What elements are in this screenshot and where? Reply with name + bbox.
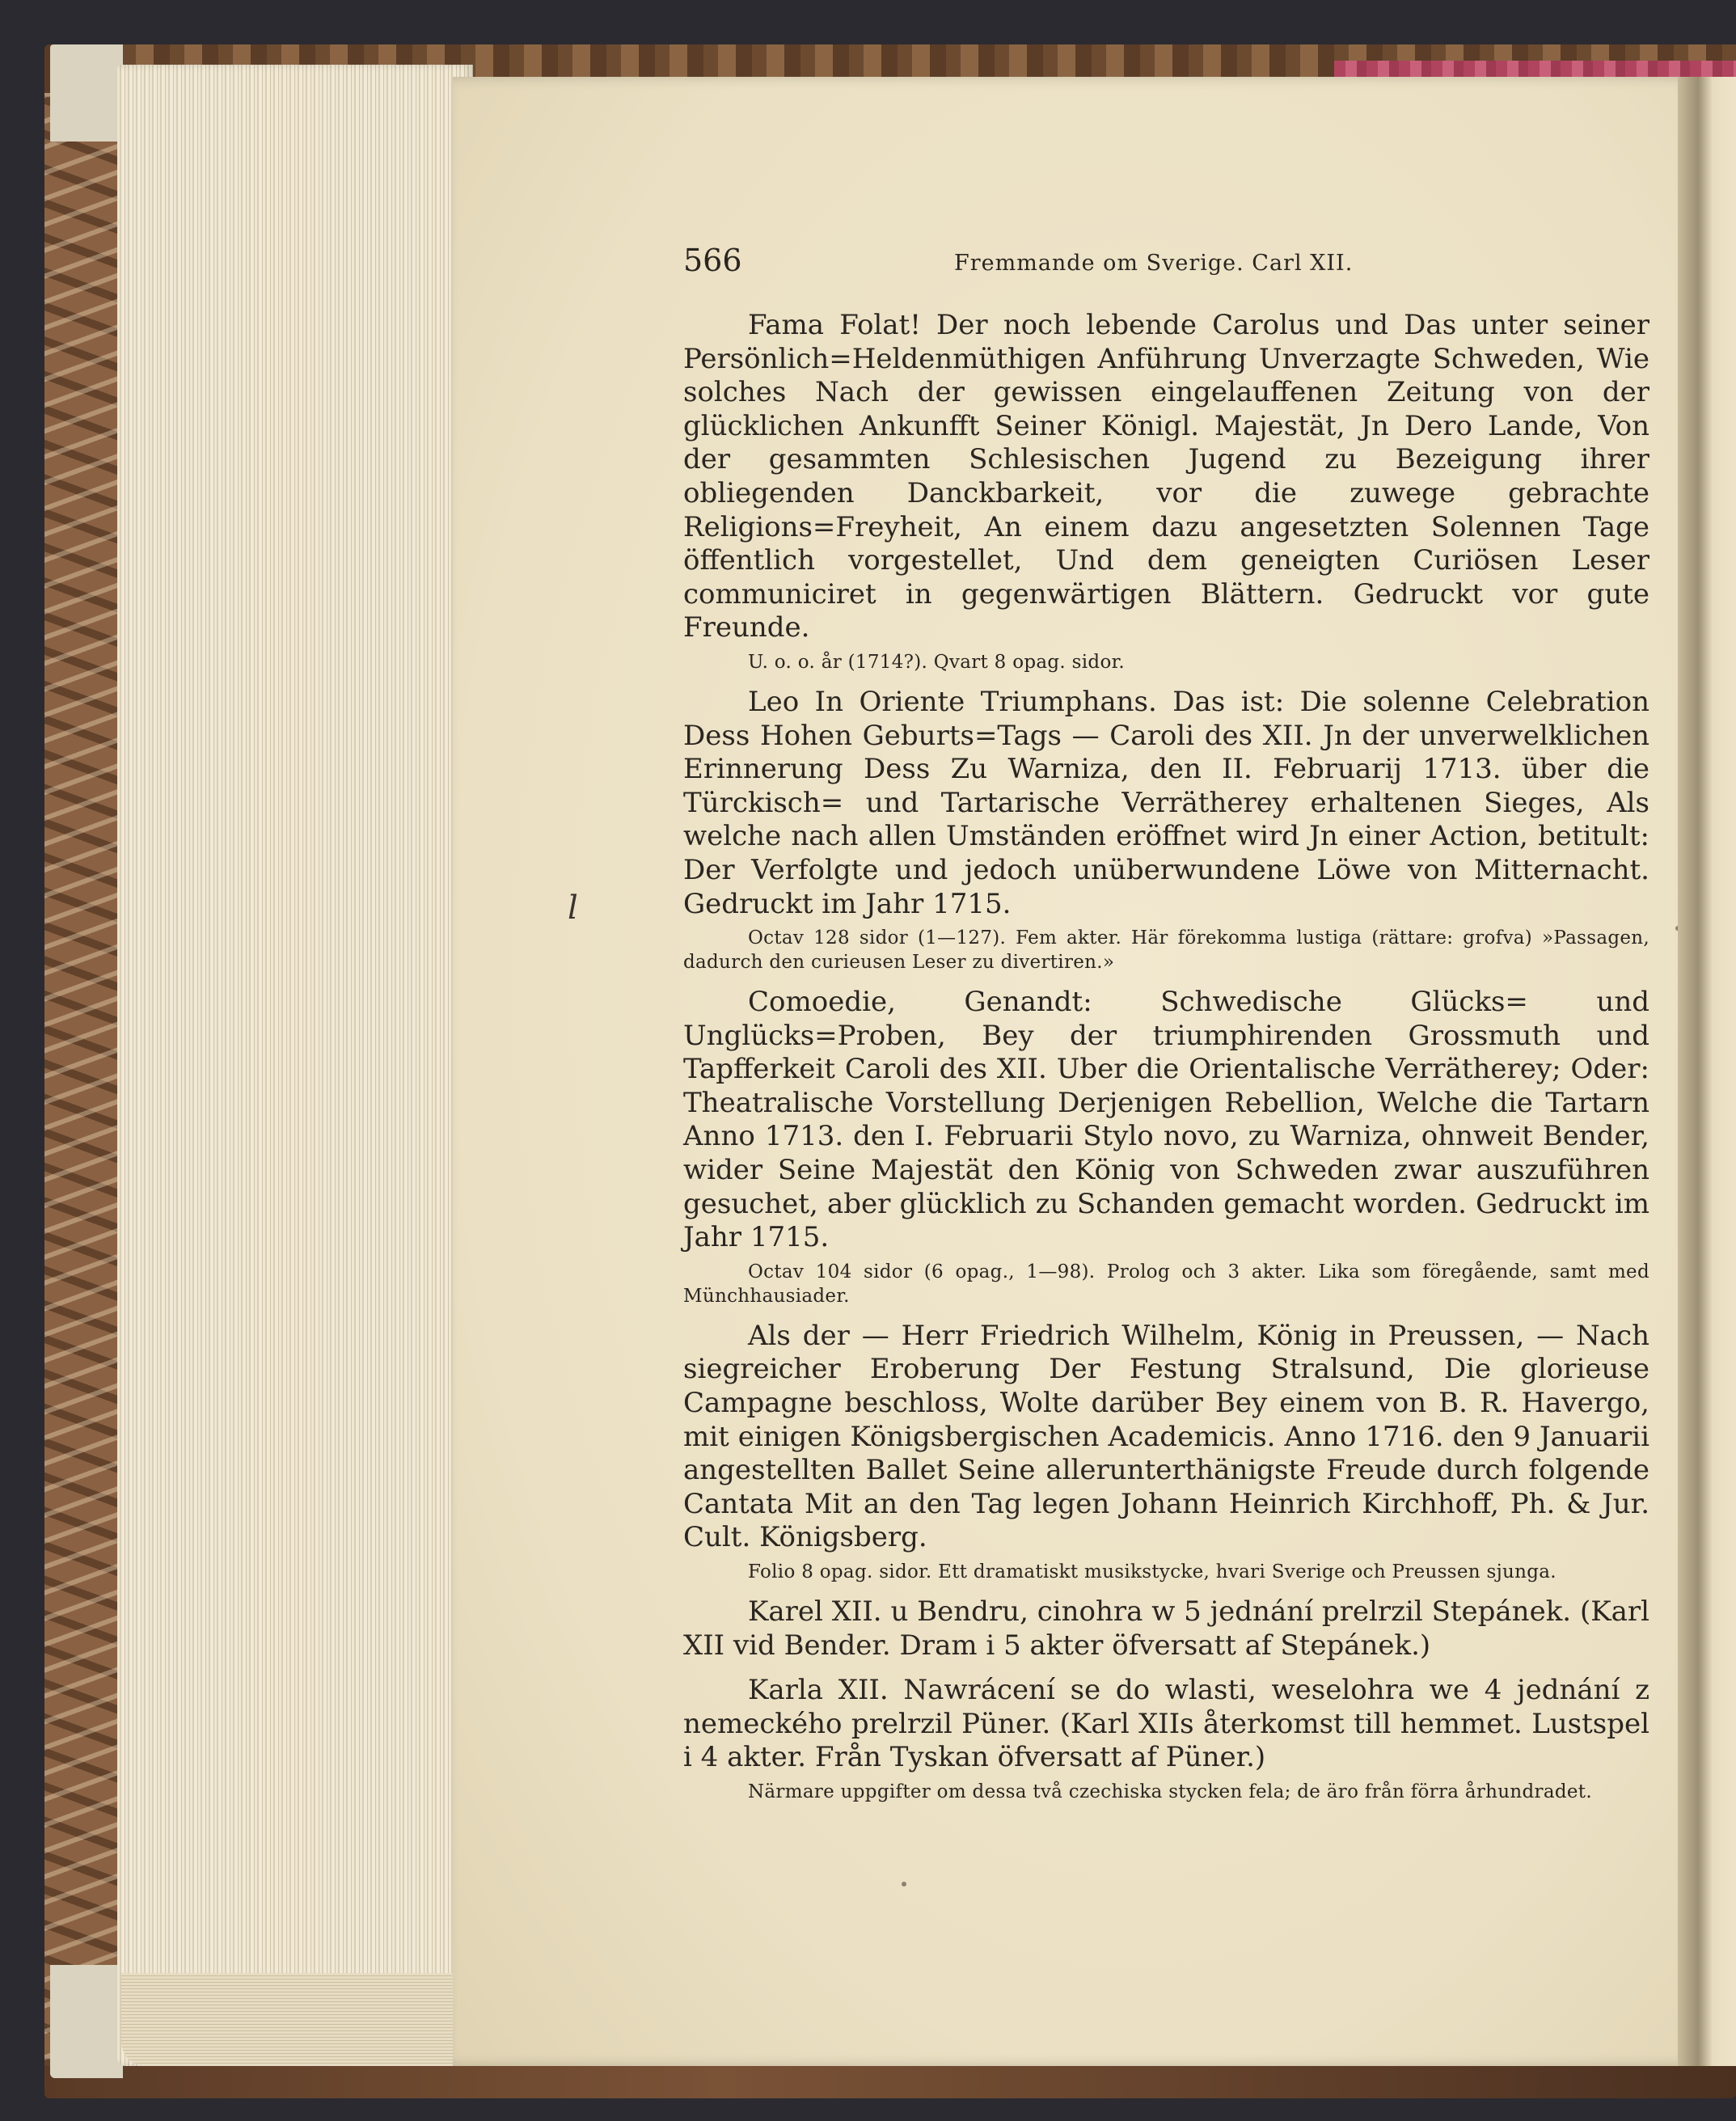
entry-title: Als der — Herr Friedrich Wilhelm, König in Preussen, — Nach siegreicher Eroberung Der Festung Stralsund, Die glorieuse Campagne beschloss, Wolte darüber Bey einem von B. R. Havergo, mit einigen Königsbergischen Academicis. Anno 1716. den 9 Januarii angestellten Ballet Seine allerunterthänigste Freude durch folgende Cantata Mit an den Tag legen Johann Heinrich Kirchhoff, Ph. & Jur. Cult. Königsberg. xyxy=(683,1319,1649,1554)
entry xyxy=(683,986,1649,1308)
entry xyxy=(683,686,1649,974)
vellum-corner-bottom xyxy=(50,1965,123,2078)
page-speck xyxy=(902,1882,906,1887)
entry-title: Leo In Oriente Triumphans. Das ist: Die solenne Celebration Dess Hohen Geburts=Tags — Caroli des XII. Jn der unverwelklichen Erinnerung Dess Zu Warniza, den II. Februarij 1713. über die Türckisch= und Tartarische Verrätherey erhaltenen Sieges, Als welche nach allen Umständen eröffnet wird Jn einer Action, betitult: Der Verfolgte und jedoch unüberwundene Löwe von Mitternacht. Gedruckt im Jahr 1715. xyxy=(683,685,1649,920)
entry-note: Närmare uppgifter om dessa två czechiska stycken fela; de äro från förra århundradet. xyxy=(748,1781,1592,1802)
entry xyxy=(683,1595,1649,1663)
page-body xyxy=(683,309,1649,1815)
entry xyxy=(683,1320,1649,1584)
marbled-cover xyxy=(44,93,121,2066)
page-block-edge xyxy=(117,65,473,2066)
book-gutter xyxy=(1678,77,1736,2066)
page-block-bottom xyxy=(121,1973,469,2066)
entry xyxy=(683,1674,1649,1804)
entry-title: Fama Folat! Der noch lebende Carolus und Das unter seiner Persönlich=Heldenmüthigen Anführung Unverzagte Schweden, Wie solches Nach der gewissen eingelauffenen Zeitung von der glücklichen Ankunfft Seiner Königl. Majestät, Jn Dero Lande, Von der gesammten Schlesischen Jugend zu Bezeigung ihrer obliegenden Danckbarkeit, vor die zuwege gebrachte Religions=Freyheit, An einem dazu angesetzten Solennen Tage öffentlich vorgestellet, Und dem geneigten Curiösen Leser communiciret in gegenwärtigen Blättern. Gedruckt vor gute Freunde. xyxy=(683,309,1649,644)
running-head: Fremmande om Sverige. Carl XII. xyxy=(954,251,1354,276)
margin-pencil-mark: l xyxy=(568,889,578,927)
vellum-corner-top xyxy=(50,44,123,142)
page-header xyxy=(683,243,1649,291)
page-number: 566 xyxy=(683,243,742,278)
entry-note: Folio 8 opag. sidor. Ett dramatiskt musikstycke, hvari Sverige och Preussen sjunga. xyxy=(748,1561,1556,1582)
entry-note: U. o. o. år (1714?). Qvart 8 opag. sidor. xyxy=(748,651,1125,673)
entry-title: Karel XII. u Bendru, cinohra w 5 jednání prelrzil Stepánek. (Karl XII vid Bender. Dram i 5 akter öfversatt af Stepánek.) xyxy=(683,1595,1649,1662)
entry-title: Comoedie, Genandt: Schwedische Glücks= und Unglücks=Proben, Bey der triumphirenden Grossmuth und Tapfferkeit Caroli des XII. Uber die Orientalische Verrätherey; Oder: Theatralische Vorstellung Derjenigen Rebellion, Welche die Tartarn Anno 1713. den I. Februarii Stylo novo, zu Warniza, ohnweit Bender, wider Seine Majestät den König von Schweden zwar auszuführen gesuchet, aber glücklich zu Schanden gemacht worden. Gedruckt im Jahr 1715. xyxy=(683,986,1649,1254)
entry-note: Octav 128 sidor (1—127). Fem akter. Här förekomma lustiga (rättare: grofva) »Passagen, dadurch den curieusen Leser zu divertiren.» xyxy=(683,927,1649,974)
entry-title: Karla XII. Nawrácení se do wlasti, weselohra we 4 jednání z nemeckého prelrzil Püner. (Karl XIIs återkomst till hemmet. Lustspel i 4 akter. Från Tyskan öfversatt af Püner.) xyxy=(683,1674,1649,1774)
entry xyxy=(683,309,1649,674)
entry-note: Octav 104 sidor (6 opag., 1—98). Prolog och 3 akter. Lika som föregående, samt med Münchhausiader. xyxy=(683,1261,1649,1307)
